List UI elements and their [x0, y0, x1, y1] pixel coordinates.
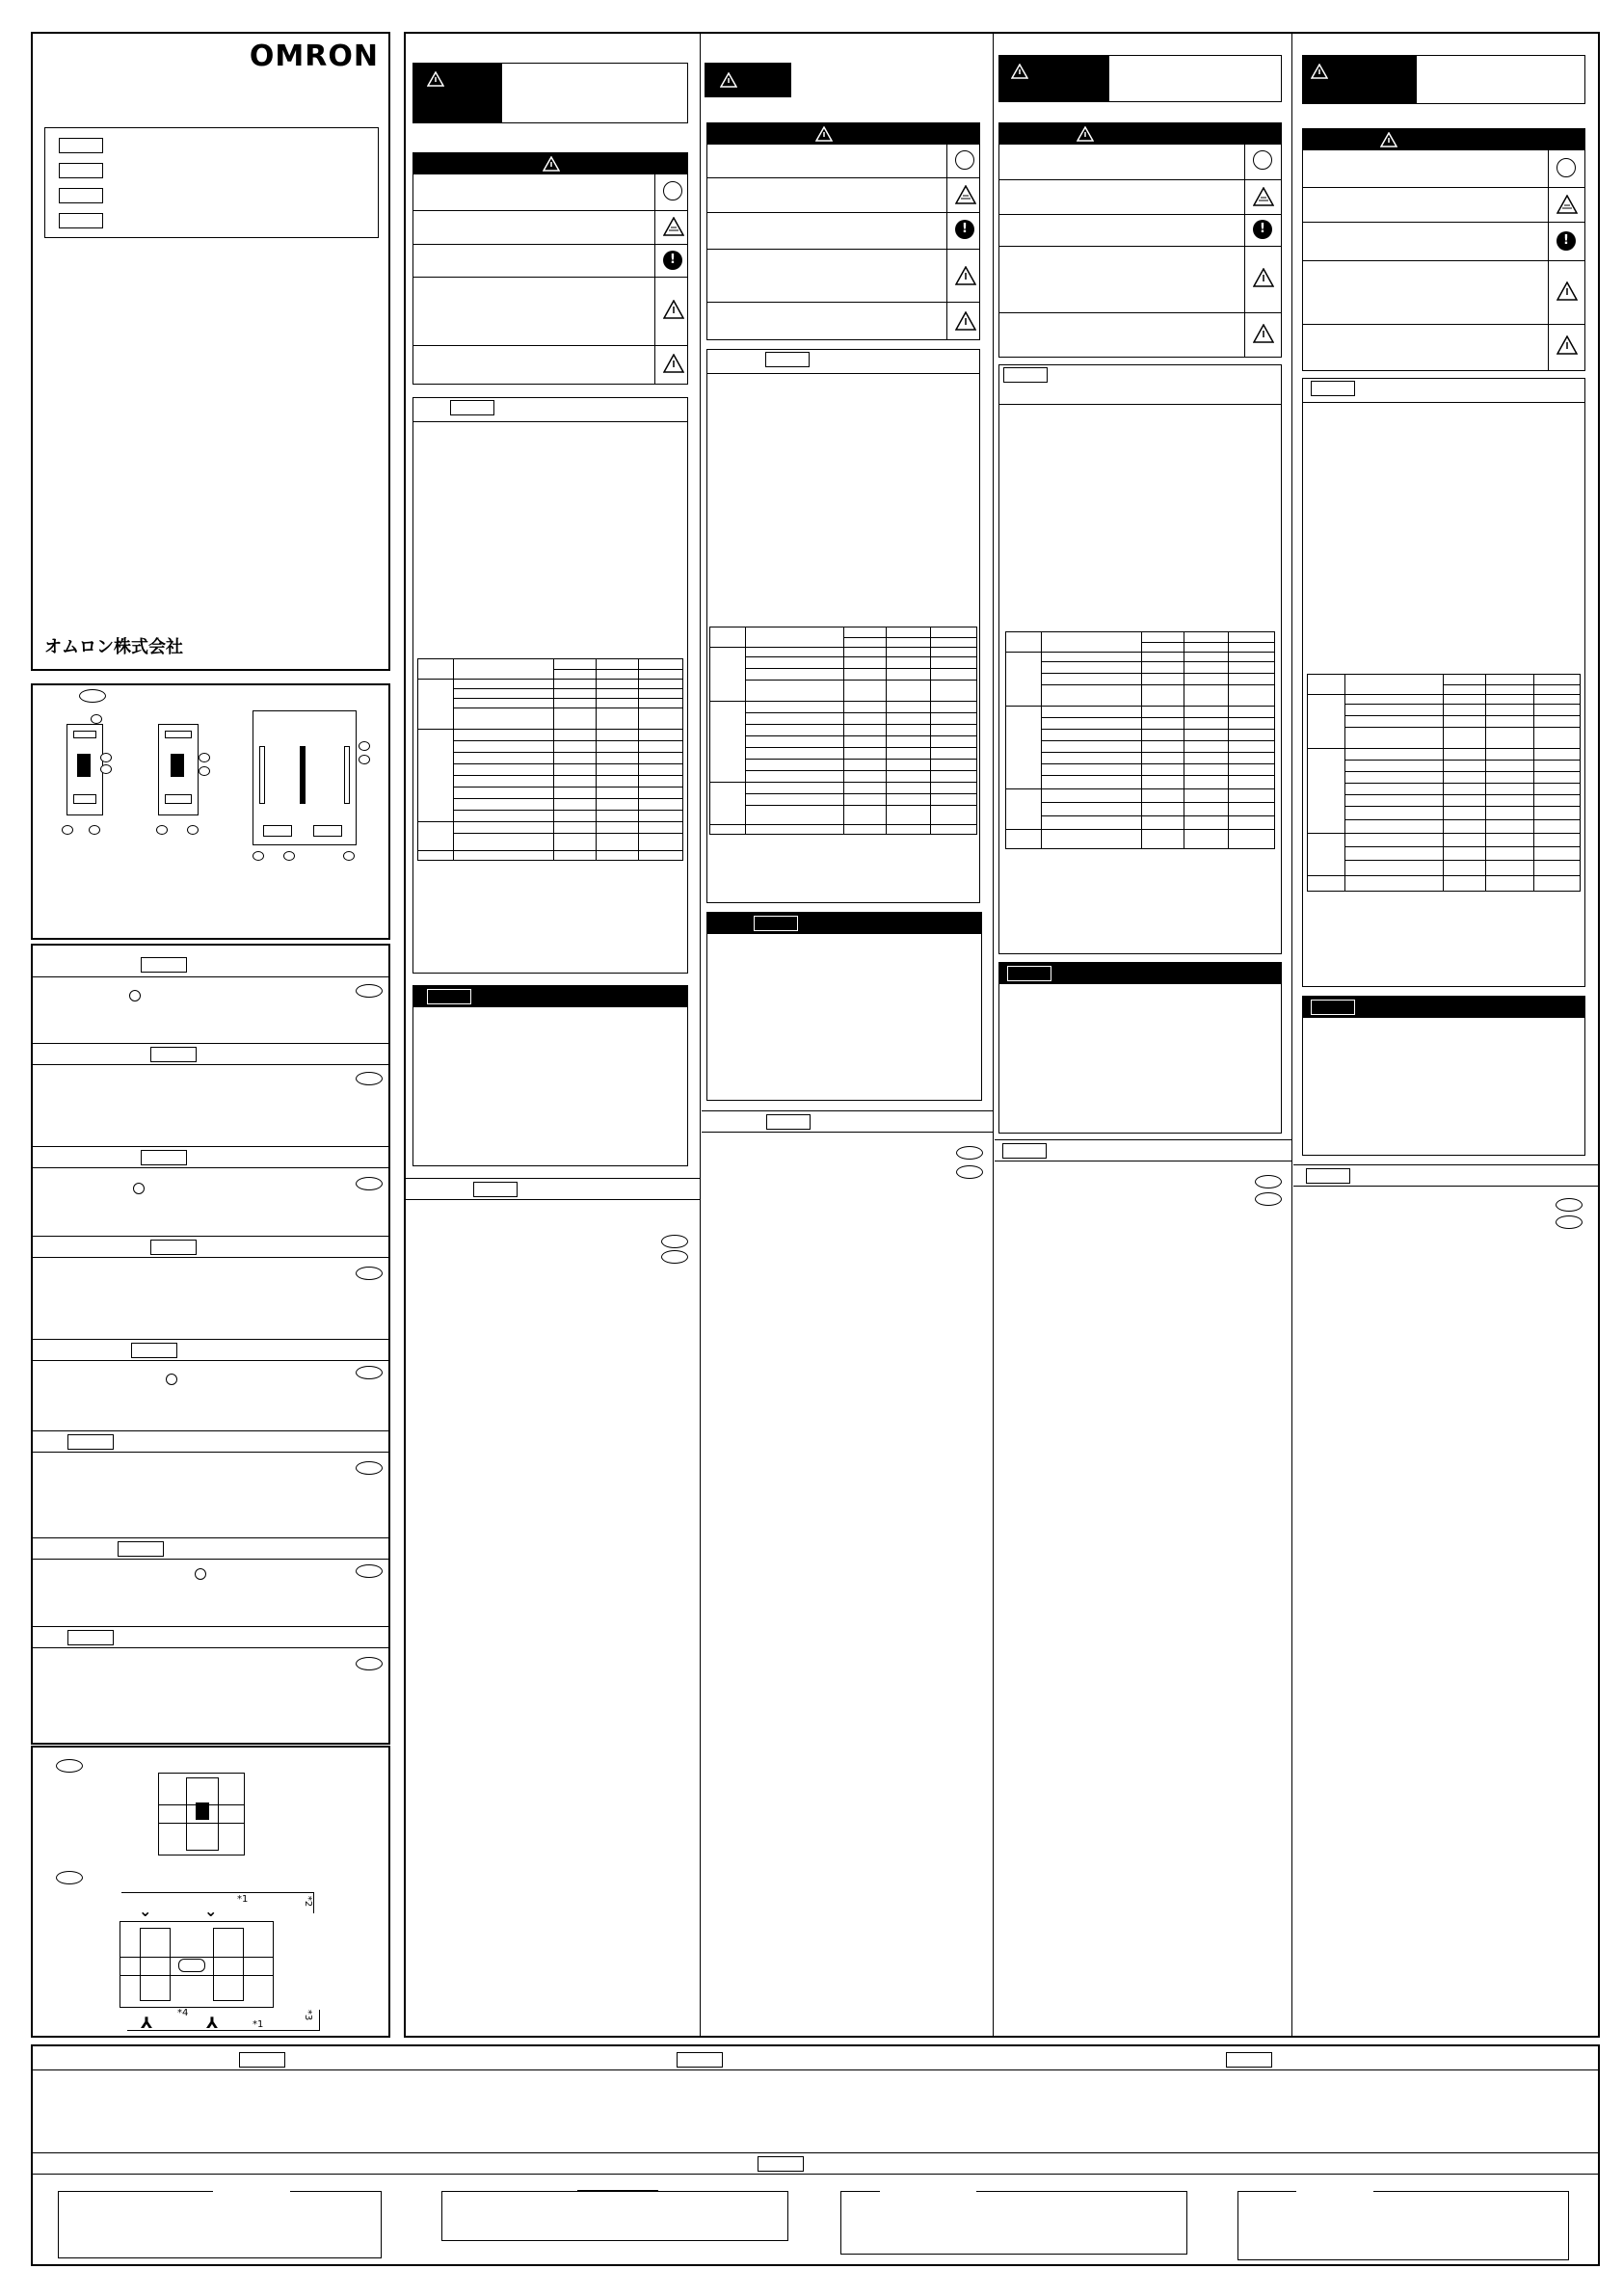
- col4-notice-box: [1302, 996, 1585, 1156]
- col4-signal-word-box: [1302, 55, 1585, 104]
- electric-shock-icon: [1253, 187, 1274, 206]
- power-supply-unit-small: [67, 724, 103, 815]
- col1-notice-box: [412, 985, 688, 1166]
- language-tag-1: [59, 138, 103, 153]
- contact-box-1: [58, 2191, 382, 2258]
- col2-notice-box: [706, 912, 982, 1101]
- star-marker-4: *4: [177, 2008, 189, 2018]
- section-label-6: [67, 1434, 114, 1450]
- figure-callout-b: [56, 1871, 83, 1884]
- figure-callout: [79, 689, 106, 703]
- col1-spec-table: [417, 658, 683, 861]
- warning-triangle-icon: [815, 126, 833, 142]
- ground-symbol-icon: [195, 1568, 206, 1580]
- company-name: オムロン株式会社: [44, 637, 183, 657]
- no-disassembly-icon: [1556, 158, 1576, 177]
- din-rail-mount-pair: [120, 1921, 274, 2008]
- ground-symbol-icon: [133, 1183, 145, 1194]
- section-label-4: [150, 1240, 197, 1255]
- ground-symbol-icon: [166, 1374, 177, 1385]
- mandatory-action-icon: !: [663, 251, 682, 270]
- power-supply-unit-medium: [158, 724, 199, 815]
- warning-triangle-icon: [663, 354, 684, 373]
- figure-callout-a: [56, 1759, 83, 1773]
- section-label-3: [141, 1150, 187, 1165]
- star-marker-1b: *1: [253, 2019, 264, 2030]
- warning-triangle-icon: [427, 71, 444, 87]
- warning-triangle-icon: [1077, 126, 1094, 142]
- no-disassembly-icon: [663, 181, 682, 200]
- col1-safety-table: [412, 152, 688, 385]
- language-tag-4: [59, 213, 103, 228]
- multilingual-sections-panel: [31, 944, 390, 1745]
- electric-shock-icon: [1556, 195, 1578, 214]
- col3-signal-word-box: [998, 55, 1282, 102]
- col4-spec-table: [1307, 674, 1581, 892]
- din-rail-arrow-icon: ⅄: [141, 2014, 153, 2032]
- col3-precautions-box: [998, 364, 1282, 954]
- col1-signal-word-box: [412, 63, 688, 123]
- section-label-2: [150, 1047, 197, 1062]
- din-rail-arrow-icon: ⅄: [206, 2014, 219, 2032]
- col3-spec-table: [1005, 631, 1275, 849]
- col2-safety-table: [706, 122, 980, 340]
- warning-triangle-icon: [1380, 132, 1397, 147]
- contact-box-2: [441, 2191, 788, 2241]
- contact-box-3: [840, 2191, 1187, 2255]
- warning-triangle-icon: [955, 311, 976, 331]
- warning-triangle-icon: [663, 300, 684, 319]
- language-tag-3: [59, 188, 103, 203]
- warning-triangle-icon: [955, 266, 976, 285]
- section-label-7: [118, 1541, 164, 1557]
- col1-precautions-box: [412, 397, 688, 974]
- star-marker-2: *2: [303, 1895, 314, 1908]
- mounting-figure-panel: [31, 1746, 390, 2038]
- col4-safety-table: [1302, 128, 1585, 371]
- contact-box-4: [1237, 2191, 1569, 2260]
- language-index-box: [44, 127, 379, 238]
- electric-shock-icon: [663, 217, 684, 236]
- col4-precautions-box: [1302, 378, 1585, 987]
- language-tag-2: [59, 163, 103, 178]
- warning-triangle-icon: [1556, 335, 1578, 355]
- electric-shock-icon: [955, 185, 976, 204]
- cover-panel: [31, 32, 390, 671]
- power-supply-unit-large: [253, 710, 357, 845]
- footer-panel: [31, 2044, 1600, 2266]
- col2-spec-table: [709, 627, 977, 835]
- mandatory-action-icon: !: [955, 220, 974, 239]
- section-label-1: [141, 957, 187, 973]
- warning-triangle-icon: [720, 72, 737, 88]
- col3-safety-table: [998, 122, 1282, 358]
- col3-notice-box: [998, 962, 1282, 1134]
- warning-triangle-icon: [1011, 64, 1028, 79]
- section-label-8: [67, 1630, 114, 1645]
- no-disassembly-icon: [955, 150, 974, 170]
- din-rail-mount-single: [158, 1773, 245, 1855]
- din-rail-arrow-icon: ⌄: [204, 1902, 218, 1920]
- ground-symbol-icon: [129, 990, 141, 1001]
- warning-triangle-icon: [543, 156, 560, 172]
- warning-triangle-icon: [1311, 64, 1328, 79]
- col2-signal-word-box: [705, 63, 791, 97]
- product-figure-panel: [31, 683, 390, 940]
- mandatory-action-icon: !: [1253, 220, 1272, 239]
- warning-triangle-icon: [1253, 268, 1274, 287]
- warning-triangle-icon: [1253, 324, 1274, 343]
- mandatory-action-icon: !: [1556, 231, 1576, 251]
- omron-logo: OMRON: [249, 40, 379, 73]
- warning-triangle-icon: [1556, 281, 1578, 301]
- din-rail-arrow-icon: ⌄: [139, 1902, 152, 1920]
- star-marker-3: *3: [303, 2009, 314, 2021]
- col2-precautions-box: [706, 349, 980, 903]
- no-disassembly-icon: [1253, 150, 1272, 170]
- star-marker-1: *1: [237, 1894, 249, 1905]
- section-label-5: [131, 1343, 177, 1358]
